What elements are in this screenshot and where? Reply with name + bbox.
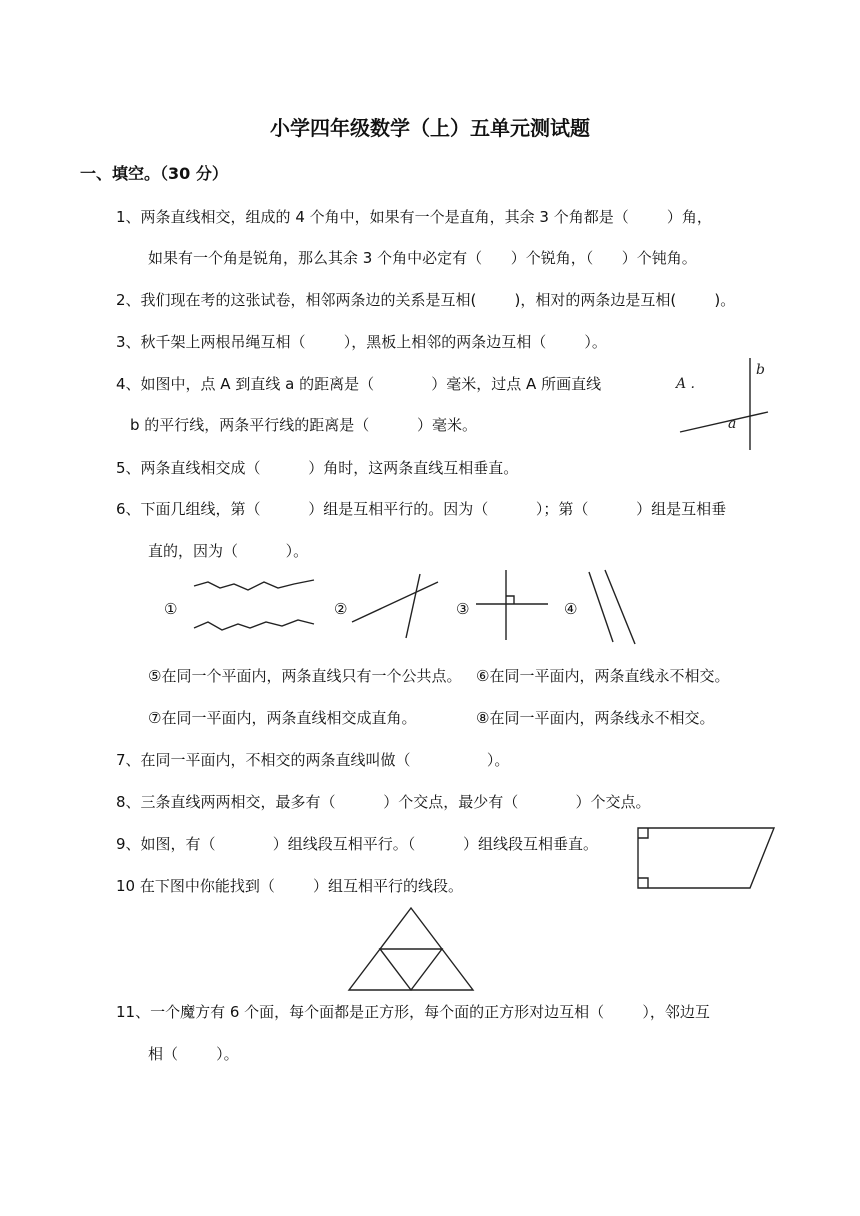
wavy-line-bottom <box>194 620 314 630</box>
figure-label-2: ② <box>334 600 348 618</box>
right-angle-mark-top <box>638 828 648 838</box>
question-6-line-1: 6、下面几组线，第（ ）组是互相平行的。因为（ ）；第（ ）组是互相垂 <box>116 500 727 518</box>
page-title: 小学四年级数学（上）五单元测试题 <box>270 116 590 140</box>
line-a <box>680 412 768 432</box>
figure-label-4: ④ <box>564 600 578 618</box>
question-11-line-1: 11、一个魔方有 6 个面，每个面都是正方形，每个面的正方形对边互相（ ），邻边互 <box>116 1003 710 1021</box>
question-1-line-1: 1、两条直线相交，组成的 4 个角中，如果有一个是直角，其余 3 个角都是（ ）角， <box>116 208 712 226</box>
slant-line-2 <box>406 574 420 638</box>
question-2: 2、我们现在考的这张试卷，相邻两条边的关系是互相( )，相对的两条边是互相( )。 <box>116 291 736 309</box>
option-7: ⑦在同一平面内，两条直线相交成直角。 <box>148 709 417 727</box>
parallel-lines-figure <box>585 568 645 648</box>
question-7: 7、在同一平面内，不相交的两条直线叫做（ ）。 <box>116 751 510 769</box>
question-5: 5、两条直线相交成（ ）角时，这两条直线互相垂直。 <box>116 459 519 477</box>
line-distance-figure <box>670 356 780 452</box>
question-8: 8、三条直线两两相交，最多有（ ）个交点，最少有（ ）个交点。 <box>116 793 651 811</box>
trapezoid-shape <box>638 828 774 888</box>
figure-label-3: ③ <box>456 600 470 618</box>
question-10: 10 在下图中你能找到（ ）组互相平行的线段。 <box>116 877 464 895</box>
question-4-line-1: 4、如图中，点 A 到直线 a 的距离是（ ）毫米，过点 A 所画直线 <box>116 375 602 393</box>
right-angle-mark-bottom <box>638 878 648 888</box>
triangle-figure <box>347 906 477 994</box>
figure-label-1: ① <box>164 600 178 618</box>
question-11-line-2: 相（ ）。 <box>148 1045 239 1063</box>
section-heading: 一、填空。（30 分） <box>80 164 228 183</box>
wavy-lines-figure <box>190 576 320 636</box>
option-5: ⑤在同一个平面内，两条直线只有一个公共点。 <box>148 667 462 685</box>
crossing-lines-figure <box>350 572 442 642</box>
line-b-label: b <box>756 362 765 378</box>
point-a-label: A . <box>676 376 696 392</box>
option-6: ⑥在同一平面内，两条直线永不相交。 <box>476 667 730 685</box>
question-9: 9、如图，有（ ）组线段互相平行。（ ）组线段互相垂直。 <box>116 835 598 853</box>
question-4-line-2: b 的平行线，两条平行线的距离是（ ）毫米。 <box>130 416 477 434</box>
question-1-line-2: 如果有一个角是锐角，那么其余 3 个角中必定有（ ）个锐角，（ ）个钝角。 <box>148 249 697 267</box>
line-a-label: a <box>728 416 737 432</box>
wavy-line-top <box>194 580 314 590</box>
right-angle-mark <box>506 596 514 604</box>
slant-line-1 <box>352 582 438 622</box>
perpendicular-lines-figure <box>474 568 550 644</box>
option-8: ⑧在同一平面内，两条线永不相交。 <box>476 709 715 727</box>
trapezoid-figure <box>636 826 778 892</box>
question-6-line-2: 直的，因为（ ）。 <box>148 542 309 560</box>
inner-triangle <box>380 949 442 990</box>
question-3: 3、秋千架上两根吊绳互相（ ），黑板上相邻的两条边互相（ ）。 <box>116 333 607 351</box>
